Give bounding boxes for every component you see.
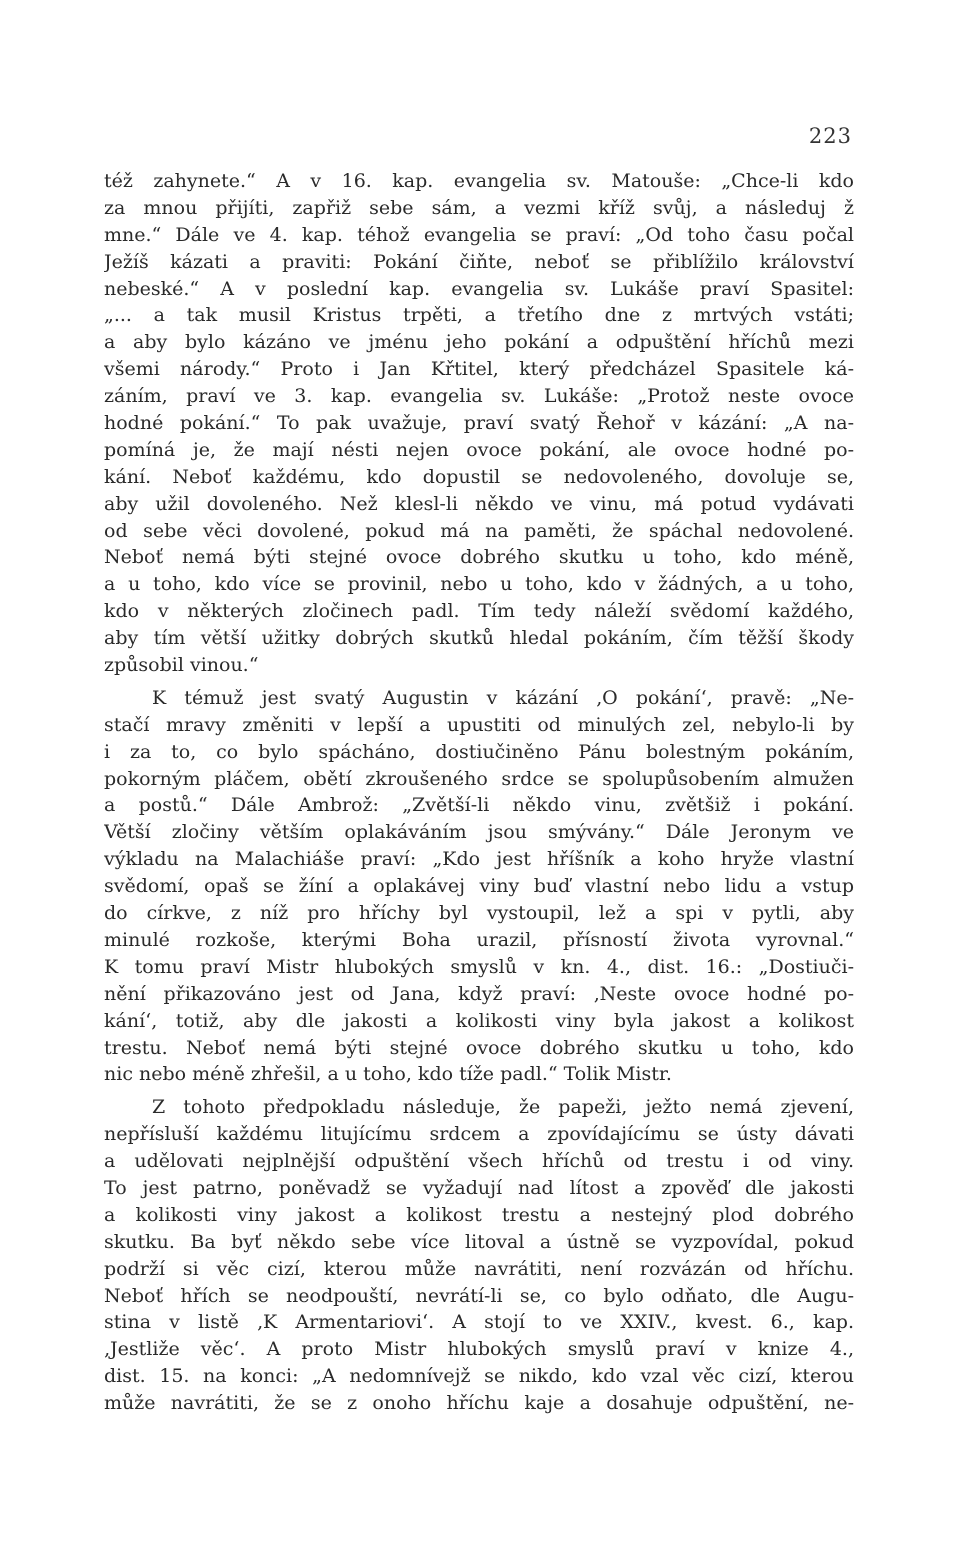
text-line: minulé rozkoše, kterými Boha urazil, přísností života vyrovnal.“ [104,928,854,951]
text-line: Neboť hřích se neodpouští, nevrátí-li se, co bylo odňato, dle Augu- [104,1284,854,1307]
text-line: kdo v některých zločinech padl. Tím tedy náleží svědomí každého, [104,600,854,623]
text-line: Neboť nemá býti stejné ovoce dobrého skutku u toho, kdo méně, [104,546,854,569]
text-line: dist. 15. na konci: „A nedomnívejž se nikdo, kdo vzal věc cizí, kterou [104,1365,854,1388]
paragraph-2 [104,685,854,1088]
paragraph-3 [104,1094,854,1417]
text-line: pomíná je, že mají nésti nejen ovoce pokání, ale ovoce hodné po- [104,438,854,461]
page-number: 223 [808,124,852,148]
text-line: všemi národy.“ Proto i Jan Křtitel, který předcházel Spasitele ká- [104,358,854,381]
text-line: aby tím větší užitky dobrých skutků hledal pokáním, čím těžší škody [104,627,854,650]
text-line: a postů.“ Dále Ambrož: „Zvětší-li někdo vinu, zvětšiž i pokání. [104,794,854,817]
text-line: podrží si věc cizí, kterou může navrátiti, není rozvázán od hříchu. [104,1257,854,1280]
text-line: pokorným pláčem, obětí zkroušeného srdce se spolupůsobením almužen [104,767,854,790]
text-line: trestu. Neboť nemá býti stejné ovoce dobrého skutku u toho, kdo [104,1036,854,1059]
text-line: skutku. Ba byť někdo sebe více litoval a ústně se vyzpovídal, pokud [104,1230,854,1253]
text-line: do církve, z níž pro hříchy byl vystoupil, lež a spi v pytli, aby [104,902,854,925]
text-line: stina v listě ‚K Armentariovi‘. A stojí to ve XXIV., kvest. 6., kap. [104,1311,854,1334]
text-line: od sebe věci dovolené, pokud má na paměti, že spáchal nedovolené. [104,519,854,542]
text-line: Větší zločiny větším oplakáváním jsou smývány.“ Dále Jeronym ve [104,821,854,844]
text-line: a aby bylo kázáno ve jménu jeho pokání a odpuštění hříchů mezi [104,331,854,354]
text-line: K tomu praví Mistr hlubokých smyslů v kn. 4., dist. 16.: „Dostiuči- [104,955,854,978]
text-line: Z tohoto předpokladu následuje, že papeži, ježto nemá zjevení, [152,1096,854,1119]
text-line: mne.“ Dále ve 4. kap. téhož evangelia se praví: „Od toho času počal [104,223,854,246]
text-line: a kolikosti viny jakost a kolikost trestu a nestejný plod dobrého [104,1203,854,1226]
text-line: hodné pokání.“ To pak uvažuje, praví svatý Řehoř v kázání: „A na- [104,412,854,435]
text-line: způsobil vinou.“ [104,654,259,677]
text-line: Ježíš kázati a praviti: Pokání čiňte, neboť se přiblížilo království [104,250,854,273]
text-line: kání. Neboť každému, kdo dopustil se nedovoleného, dovoluje se, [104,465,854,488]
text-line: kání‘, totiž, aby dle jakosti a kolikosti viny byla jakost a kolikost [104,1009,854,1032]
text-line: nepřísluší každému litujícímu srdcem a zpovídajícímu se ústy dávati [104,1123,854,1146]
text-line: též zahynete.“ A v 16. kap. evangelia sv. Matouše: „Chce-li kdo [104,170,854,192]
text-line: aby užil dovoleného. Než klesl-li někdo ve vinu, má potud vydávati [104,492,854,515]
text-line: nění přikazováno jest od Jana, když praví: ‚Neste ovoce hodné po- [104,982,854,1005]
text-line: stačí mravy změniti v lepší a upustiti od minulých zel, nebylo-li by [104,713,854,736]
text-line: „... a tak musil Kristus trpěti, a třetího dne z mrtvých vstáti; [104,304,854,327]
text-line: K témuž jest svatý Augustin v kázání ‚O pokání‘, pravě: „Ne- [152,686,854,709]
body-text [104,168,854,1417]
text-line: za mnou přijíti, zapřiž sebe sám, a vezmi kříž svůj, a následuj ž [104,196,854,219]
text-line: nic nebo méně zhřešil, a u toho, kdo tíže padl.“ Tolik Mistr. [104,1063,672,1086]
text-line: ‚Jestliže věc‘. A proto Mistr hlubokých smyslů praví v knize 4., [104,1338,854,1361]
text-line: může navrátiti, že se z onoho hříchu kaje a dosahuje odpuštění, ne- [104,1392,854,1415]
text-line: i za to, co bylo spácháno, dostiučiněno Pánu bolestným pokáním, [104,740,854,763]
text-line: svědomí, opaš se žíní a oplakávej viny buď vlastní nebo lidu a vstup [104,875,854,898]
paragraph-1 [104,168,854,679]
text-line: To jest patrno, poněvadž se vyžadují nad lítost a zpověď dle jakosti [104,1176,854,1199]
text-line: výkladu na Malachiáše praví: „Kdo jest hříšník a koho hryže vlastní [104,848,854,871]
text-line: a udělovati nejplnější odpuštění všech hříchů od trestu i od viny. [104,1150,854,1173]
text-line: nebeské.“ A v poslední kap. evangelia sv. Lukáše praví Spasitel: [104,277,854,300]
text-line: a u toho, kdo více se provinil, nebo u toho, kdo v žádných, a u toho, [104,573,854,596]
text-line: záním, praví ve 3. kap. evangelia sv. Lukáše: „Protož neste ovoce [104,385,854,408]
